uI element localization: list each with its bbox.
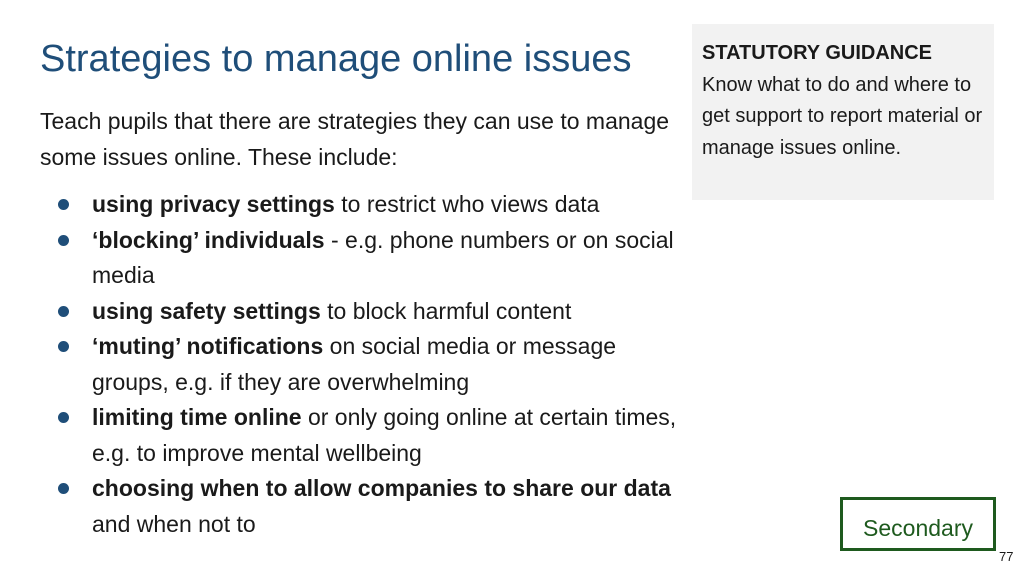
list-item xyxy=(52,187,692,223)
bullet-dot-icon xyxy=(58,199,69,210)
bullet-bold: using privacy settings xyxy=(92,191,335,217)
bullet-bold: using safety settings xyxy=(92,297,321,324)
bullet-bold: ‘blocking’ individuals xyxy=(92,226,325,253)
page-number: 77 xyxy=(999,549,1014,564)
bullet-bold: choosing when to allow companies to share our data xyxy=(92,475,671,501)
list-item xyxy=(52,400,692,471)
bullet-text: - e.g. phone numbers or on social media xyxy=(92,226,674,288)
bullet-text: to restrict who views data xyxy=(334,191,600,217)
bullet-text: on social media or message groups, e.g. if they are overwhelming xyxy=(92,333,617,395)
statutory-guidance-box xyxy=(692,24,994,200)
bullet-bold: limiting time online xyxy=(92,404,302,430)
slide-title: Strategies to manage online issues xyxy=(40,38,632,80)
guidance-body: Know what to do and where to get support to report material or manage issues online. xyxy=(702,73,983,159)
list-item xyxy=(52,223,692,294)
intro-text: Teach pupils that there are strategies they can use to manage some issues online. These include: xyxy=(40,108,670,170)
list-item xyxy=(52,329,692,400)
bullet-text: to block harmful content xyxy=(320,297,572,324)
bullet-bold: ‘muting’ notifications xyxy=(92,333,324,359)
bullet-dot-icon xyxy=(58,412,69,423)
bullet-text: or only going online at certain times, e.g. to improve mental wellbeing xyxy=(92,404,677,466)
bullet-dot-icon xyxy=(58,235,69,246)
strategy-list xyxy=(52,187,692,542)
guidance-heading: STATUTORY GUIDANCE xyxy=(702,42,933,64)
bullet-dot-icon xyxy=(58,341,69,352)
bullet-dot-icon xyxy=(58,306,69,317)
bullet-dot-icon xyxy=(58,483,69,494)
list-item xyxy=(52,294,692,330)
badge-label: Secondary xyxy=(863,515,973,541)
key-stage-badge xyxy=(840,497,996,551)
list-item xyxy=(52,471,692,542)
bullet-text: and when not to xyxy=(92,510,256,537)
